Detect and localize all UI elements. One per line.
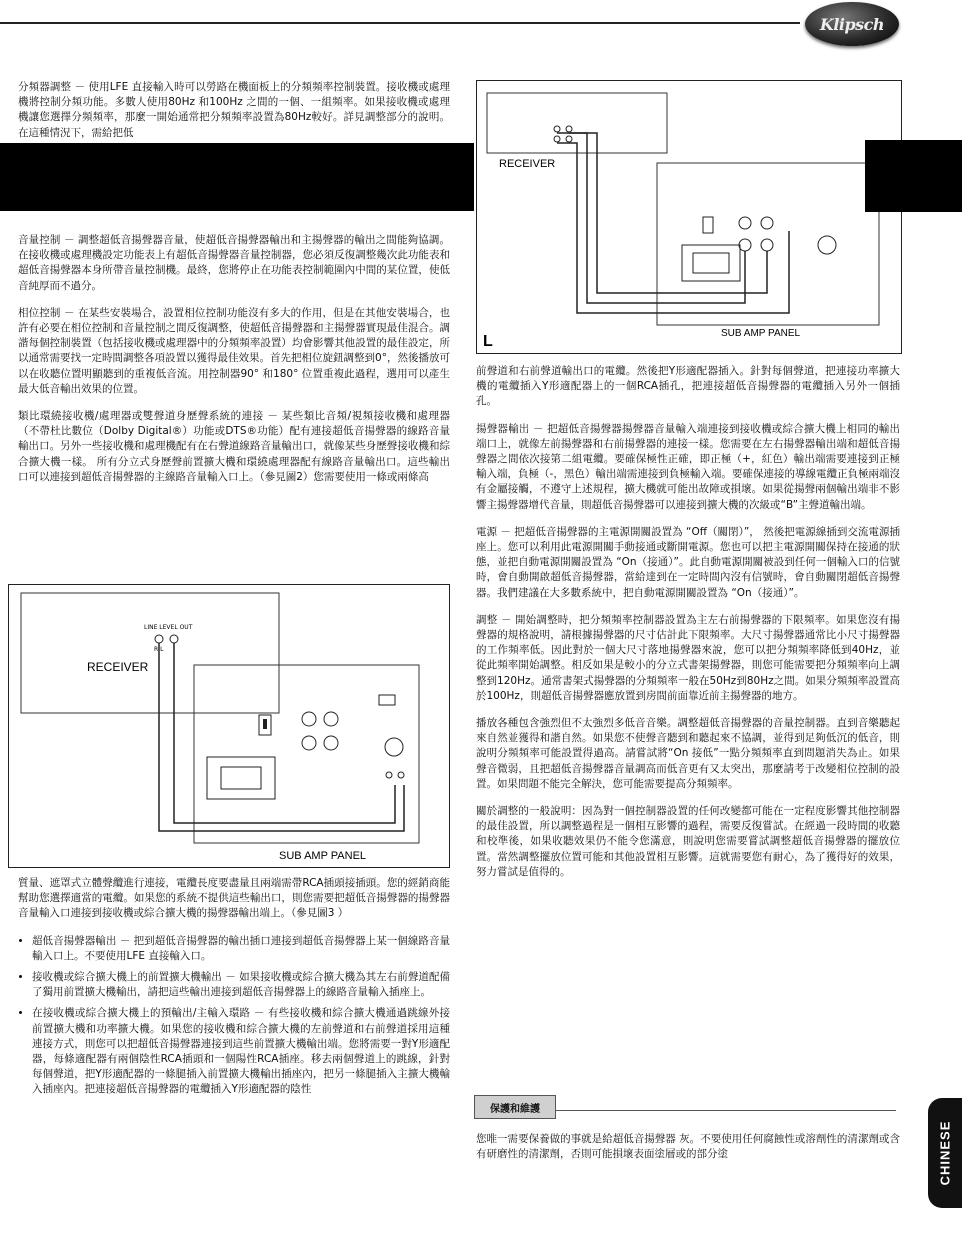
speaker-output-paragraph: 揚聲器輸出 － 把超低音揚聲器揚聲器音量輸入端連接到接收機或綜合擴大機上相同的輸出端口上，就像左前揚聲器和右前揚聲器的連接一樣。您需要在左右揚聲器輸出端和超低音揚聲器之間依次接第二組電纜。要確保極性正確，即正極（+，紅色）輸出端需要連接到正極輸入端，負極（-，黑色）輸出端需連接到負極輸入端。要確保連接的導線電纜正負極兩端沒有金屬接觸，不遵守上述規程，擴大機就可能出故障或損壞。如果從揚聲兩個輸出端非不影響主揚聲器增代音量，則超低音揚聲器可以連接到擴大機的次級或“B”主聲道輸出端。	[476, 422, 900, 511]
left-column-bottom	[18, 876, 450, 1104]
y-adapter-paragraph: 前聲道和右前聲道輸出口的電纜。然後把Y形適配器插入。針對每個聲道，把連接功率擴大機的電纜插入Y形適配器上的一個RCA插孔，把連接超低音揚聲器的電纜插入另外一個插孔。	[476, 365, 900, 408]
analog-connection-paragraph: 類比環繞接收機/處理器或雙聲道身歷聲系統的連接 － 某些類比音頻/視頻接收機和處理器（不帶杜比數位（Dolby Digital®）功能或DTS®功能）配有連接超低音揚聲器的線路音量輸出口。另外一些接收機和處理機配有在右聲道線路音量輸出口，就像某些身歷聲接收機和綜合擴大機一樣。 所有分立式身歷聲前置擴大機和環繞處理器配有線路音量輸出口。這些輸出口可以連接到超低音揚聲器的主線路音量輸入口上。（參見圖2）您需要使用一條或兩條高	[18, 410, 450, 483]
klipsch-logo: Klipsch	[805, 2, 899, 46]
figure-letter: L	[483, 333, 493, 350]
bullet-item: • 在接收機或綜合擴大機上的預輸出/主輸入環路 － 有些接收機和綜合擴大機通過跳線外接前置擴大機和功率擴大機。如果您的接收機和綜合擴大機的左前聲道和右前聲道採用這種連接方式，則您可以把超低音揚聲器連接到這些前置擴大機輸出端。您將需要一對Y形適配器，每條適配器有兩個陰性RCA插頭和一個陽性RCA插座。移去兩個聲道上的跳線，針對每個聲道，把Y形適配器的一條腿插入前置擴大機輸出插座內，把另一條腿插入主擴大機輸入插座內。把連接超低音揚聲器的電纜插入Y形適配器的陰性	[32, 1006, 450, 1097]
figure-3-diagram	[476, 80, 902, 354]
power-paragraph: 電源 － 把超低音揚聲器的主電源開關設置為 “Off（關閉）”， 然後把電源線插到交流電源插座上。您可以利用此電源開關手動接通或斷開電源。您也可以把主電源開關保持在接通的狀態，並把自動電源開關設置為 “On（接通）”。此自動電源開關被設到任何一個輸入口的信號時，會自動開啟超低音揚聲器，當給達到在一定時間內沒有信號時，會自動關閉超低音揚聲器。我們建議在大多數系統中，把自動電源開關設置為 “On（接通）”。	[476, 525, 900, 599]
line-level-label: LINE LEVEL OUT	[144, 624, 193, 631]
figure-2-svg	[9, 585, 449, 867]
figure-2-diagram	[8, 584, 450, 868]
language-tab: CHINESE	[928, 1098, 962, 1208]
redaction-bar-right	[865, 140, 962, 212]
volume-paragraph: 音量控制 － 調整超低音揚聲器音量，使超低音揚聲器輸出和主揚聲器的輸出之間能夠協調。在接收機或處理機設定功能表上有超低音揚聲器音量控制器，您必須反復調整幾次此功能表和超低音揚聲器本身所帶音量控制機。最終，您將停止在功能表控制範圍內中間的某位置，使低音純厚而不過分。	[18, 234, 450, 292]
phase-paragraph: 相位控制 － 在某些安裝場合，設置相位控制功能沒有多大的作用，但是在其他安裝場合，也許有必要在相位控制和音量控制之間反復調整，使超低音揚聲器和主揚聲器實現最佳混合。調諧每個控制裝置（包括接收機或處理器中的分頻頻率設置）均會影響其他設置的最佳設定，所以通常需要找一定時間調整各項設置以獲得最佳效果。首先把相位旋鈕調整到0°，然後播放可以在收聽位置明顯聽到的重複低音流。用控制器90° 和180° 位置重複此過程，選用可以產生最大低音輸出效果的位置。	[18, 306, 450, 395]
care-paragraph: 您唯一需要保養做的事就是給超低音揚聲器 灰。不要使用任何腐蝕性或溶劑性的清潔劑或含有研磨性的清潔劑，否則可能損壞表面塗層或的部分塗	[476, 1133, 900, 1161]
right-column	[476, 364, 900, 892]
crossover-paragraph: 分頻器調整 － 使用LFE 直接輸入時可以勞路在機面板上的分頻頻率控制裝置。接收機或處理機將控制分頻功能。多數人使用80Hz 和100Hz 之間的一個、一組頻率。如果接收機或處理機讓您選擇分頻頻率，那麼一開始通常把分頻頻率設置為80Hz較好。詳見調整部分的說明。在這種情況下，需給把低	[18, 81, 450, 139]
figure-3-svg	[477, 81, 901, 353]
left-column-mid	[18, 233, 450, 497]
header-rule	[0, 22, 800, 24]
sub-amp-panel-label: SUB AMP PANEL	[721, 328, 801, 339]
care-section-label: 保護和維護	[474, 1095, 556, 1119]
bullet-item: • 超低音揚聲器輸出 － 把到超低音揚聲器的輸出插口連接到超低音揚聲器上某一個線路音量輸入口上。不要使用LFE 直接輸入口。	[32, 934, 450, 964]
receiver-label: RECEIVER	[499, 158, 556, 170]
left-column-top	[18, 80, 450, 153]
general-notes-paragraph: 關於調整的一般說明：因為對一個控制器設置的任何改變都可能在一定程度影響其他控制器的最佳設置，所以調整過程是一個相互影響的過程，需要反復嘗試。在經過一段時間的收聽和校準後，如果收聽效果仍不能令您滿意，則說明您需要嘗試調整超低音揚聲器的擺放位置。當然調整擺放位置可能和其他設置相互影響。這就需要您有耐心，為了獲得好的效果，努力嘗試是值得的。	[476, 805, 900, 878]
redaction-bar-left	[0, 143, 474, 211]
music-paragraph: 播放各種包含強烈但不太強烈多低音音樂。調整超低音揚聲器的音量控制器。直到音樂聽起來自然並獲得和諧自然。如果您不使聲音聽到和聽起來不協調，並得到足夠低沉的低音，則說明分頻頻率可能設置得過高。請嘗試將“On 接低”一點分頻頻率直到問題消失為止。如果聲音微弱，且把超低音揚聲器音量調高而低音更有又太突出，那麼請考于改變相位控制的設置。如果問題不能完全解決，您可能需要提高分頻頻率。	[476, 717, 900, 790]
cable-paragraph: 質量、遮罩式立體聲纜進行連接，電纜長度要盡量且兩端需帶RCA插頭接插頭。您的經銷商能幫助您選擇適當的電纜。如果您的系統不提供這些輸出口，則您需要把超低音揚聲器的揚聲器音量輸入口連接到接收機或綜合擴大機的揚聲器輸出端上。（參見圖3 ）	[18, 877, 450, 920]
rl-label: R L	[154, 646, 164, 653]
adjustment-paragraph: 調整 － 開始調整時，把分頻頻率控制器設置為主左右前揚聲器的下限頻率。如果您沒有揚聲器的規格說明，請根據揚聲器的尺寸估計此下限頻率。大尺寸揚聲器通常比小尺寸揚聲器的工作頻率低。因此對於一個大尺寸落地揚聲器來說，您可以把分頻頻率降低到40Hz，並從此頻率開始調整。相反如果是較小的分立式書架揚聲器，則您可能需要把分頻頻率向上調整到120Hz。通常書架式揚聲器的分頻頻率一般在50Hz到80Hz之間。如果分頻頻率設置高於100Hz，則超低音揚聲器應放置到房間前面靠近前主揚聲器的地方。	[476, 613, 900, 702]
receiver-label: RECEIVER	[87, 660, 149, 674]
connection-bullets	[18, 934, 450, 1098]
care-text	[476, 1132, 900, 1174]
sub-amp-panel-label: SUB AMP PANEL	[279, 850, 367, 862]
care-section-rule	[556, 1110, 896, 1111]
bullet-item: • 接收機或綜合擴大機上的前置擴大機輸出 － 如果接收機或綜合擴大機為其左右前聲道配備了獨用前置擴大機輸出，請把這些輸出連接到超低音揚聲器上的線路音量輸入插座上。	[32, 970, 450, 1000]
